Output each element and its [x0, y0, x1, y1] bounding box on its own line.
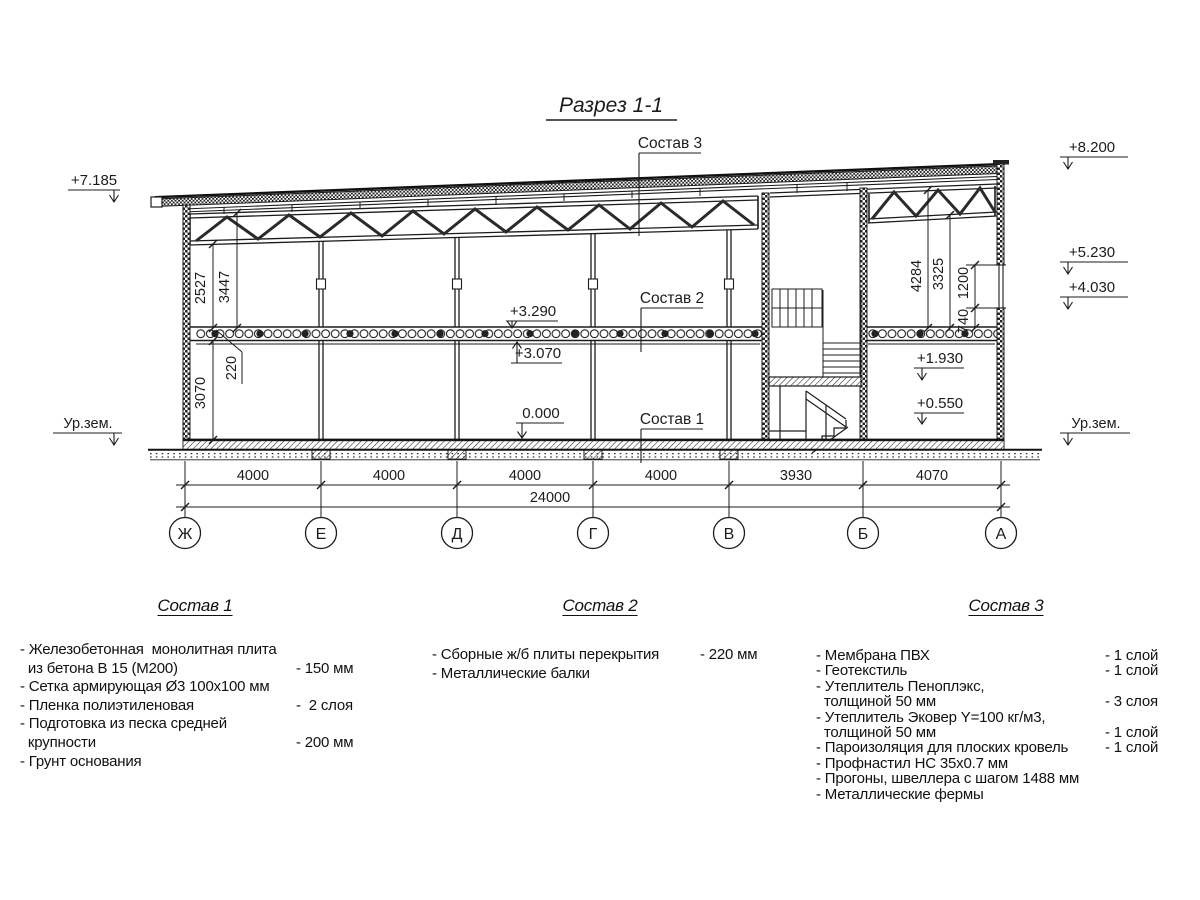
- list-item: - Металлические фермы: [816, 785, 984, 803]
- floor-slab: [190, 327, 997, 344]
- axis-label-2: Д: [451, 526, 463, 543]
- stair-upper-flight: [823, 290, 861, 377]
- list-item: толщиной 50 мм: [816, 693, 936, 711]
- elevation-right-top: +8.200: [1068, 139, 1116, 156]
- list-item: - Утеплитель Эковер Y=100 кг/м3,: [816, 708, 1046, 726]
- stair-railing-grid: [772, 289, 822, 327]
- dim-4284: 4284: [909, 259, 925, 293]
- sostav1-header: Состав 1: [157, 596, 233, 615]
- elevation-left-top: +7.185: [70, 172, 118, 189]
- axis-label-0: Ж: [177, 526, 193, 543]
- dim-3325: 3325: [931, 257, 947, 291]
- list-item: - Грунт основания: [20, 752, 142, 770]
- axis-label-4: В: [723, 526, 735, 543]
- list-item: - Сборные ж/б плиты перекрытия: [432, 646, 660, 663]
- stairwell: [769, 289, 861, 453]
- elevation-zero: 0.000: [522, 405, 560, 422]
- drawing-title: [546, 94, 677, 120]
- sostav1-list: [20, 596, 370, 771]
- stair-landing: [769, 377, 861, 386]
- axis-label-1: Е: [315, 526, 327, 543]
- list-item: - Пленка полиэтиленовая: [20, 696, 194, 714]
- span-dim-3: 4000: [644, 468, 678, 484]
- list-qty: - 1 слой: [1105, 723, 1159, 741]
- axis-label-5: Б: [857, 526, 869, 543]
- list-qty: - 3 слоя: [1105, 693, 1158, 711]
- span-dim-5: 4070: [915, 468, 949, 484]
- axis-label-6: А: [995, 526, 1007, 543]
- window-right-wall: [994, 265, 1006, 308]
- callout-sostav3: Состав 3: [637, 135, 703, 152]
- callout-sostav1: Состав 1: [639, 411, 705, 428]
- sostav2-header: Состав 2: [562, 596, 638, 615]
- total-dim: 24000: [529, 490, 571, 506]
- elevation-slab-top: +3.290: [509, 303, 557, 320]
- dim-3070: 3070: [193, 376, 209, 410]
- ground-level-left: Ур.зем.: [63, 416, 113, 432]
- elevation-stair-upper: +1.930: [916, 350, 964, 367]
- dim-220: 220: [224, 355, 240, 381]
- dim-1200: 1200: [956, 266, 972, 300]
- elevation-right-mid: +5.230: [1068, 244, 1116, 261]
- list-qty: - 150 мм: [296, 659, 354, 677]
- dim-740: 740: [956, 308, 972, 334]
- callout-sostav2: Состав 2: [639, 290, 705, 307]
- column-footings: [312, 450, 738, 460]
- list-qty: - 1 слой: [1105, 739, 1159, 757]
- list-item: - Пароизоляция для плоских кровель: [816, 739, 1069, 757]
- list-item: толщиной 50 мм: [816, 723, 936, 741]
- list-item: - Сетка армирующая Ø3 100х100 мм: [20, 678, 270, 696]
- roof-edge-cap: [151, 197, 162, 207]
- list-item: - Профнастил НС 35х0.7 мм: [816, 754, 1008, 772]
- span-dim-4: 3930: [779, 468, 813, 484]
- list-item: из бетона В 15 (М200): [20, 659, 178, 677]
- list-qty: - 220 мм: [700, 646, 758, 663]
- ground-level-right: Ур.зем.: [1071, 416, 1121, 432]
- list-item: - Железобетонная монолитная плита: [20, 641, 277, 658]
- axis-label-3: Г: [588, 526, 598, 543]
- list-item: крупности: [20, 733, 96, 751]
- sostav3-header: Состав 3: [968, 596, 1044, 615]
- parapet-cap: [993, 160, 1009, 165]
- span-dim-1: 4000: [372, 468, 406, 484]
- steel-truss-main: [190, 196, 758, 245]
- elevation-right-low: +4.030: [1068, 279, 1116, 296]
- sostav2-list: [432, 596, 768, 683]
- wall-left: [183, 205, 190, 449]
- list-qty: - 2 слоя: [296, 696, 353, 714]
- elevation-stair-lower: +0.550: [916, 395, 964, 412]
- stair-wall-left: [762, 193, 769, 449]
- span-dim-0: 4000: [236, 468, 270, 484]
- list-item: - Мембрана ПВХ: [816, 647, 930, 664]
- list-qty: - 1 слой: [1105, 662, 1159, 680]
- span-dim-2: 4000: [508, 468, 542, 484]
- dim-3447: 3447: [217, 270, 233, 304]
- elevation-slab-bottom: +3.070: [514, 345, 562, 362]
- list-item: - Геотекстиль: [816, 662, 908, 680]
- list-item: - Металлические балки: [432, 664, 590, 682]
- sostav3-list: [816, 596, 1196, 802]
- bottom-dimensions: [176, 461, 1010, 517]
- list-item: - Подготовка из песка средней: [20, 715, 227, 733]
- title-text: Разрез 1-1: [558, 94, 664, 117]
- list-qty: - 1 слой: [1105, 647, 1159, 664]
- list-item: - Прогоны, швеллера с шагом 1488 мм: [816, 770, 1080, 788]
- column-splices: [317, 279, 734, 289]
- dim-2527: 2527: [193, 271, 209, 305]
- steel-truss-right: [770, 184, 997, 223]
- list-item: - Утеплитель Пеноплэкс,: [816, 677, 985, 695]
- list-qty: - 200 мм: [296, 733, 354, 751]
